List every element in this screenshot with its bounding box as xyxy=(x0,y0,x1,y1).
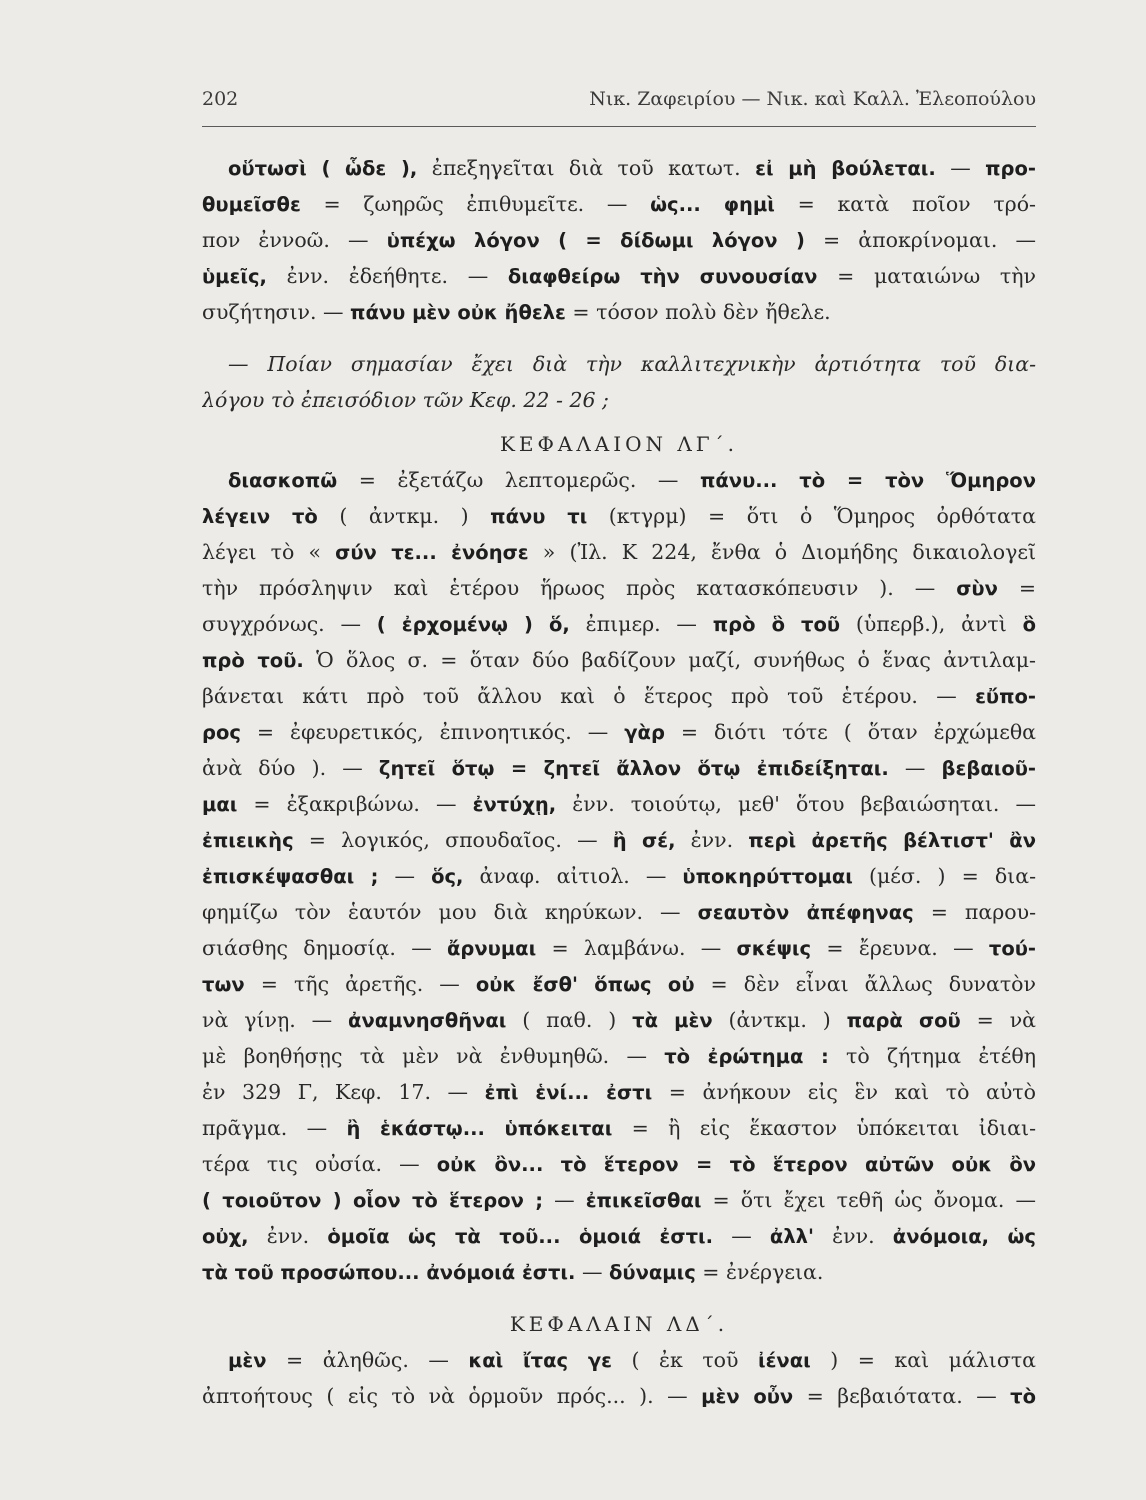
lemma-term: ὁμοῖα ὡς τὰ τοῦ... ὁμοιά ἐστι. xyxy=(327,1225,714,1248)
gloss-text: = ἐνέργεια. xyxy=(695,1260,824,1284)
lemma-term: θυμεῖσθε xyxy=(202,193,301,216)
lemma-term: τὰ τοῦ προσώπου... ἀνόμοιά ἐστι. xyxy=(202,1261,576,1284)
lemma-term: ἐπισκέψασθαι ; xyxy=(202,865,379,888)
gloss-text: = ἔρευνα. — xyxy=(811,936,989,960)
gloss-text: πον ἐννοῶ. — xyxy=(202,228,387,252)
chapter-heading: ΚΕΦΑΛΑΙΝ ΛΔ΄. xyxy=(509,1312,729,1336)
gloss-text: βάνεται κάτι πρὸ τοῦ ἄλλου καὶ ὁ ἕτερος πρὸ τοῦ ἑτέρου. — xyxy=(202,684,976,708)
gloss-text: συγχρόνως. — xyxy=(202,612,377,636)
lemma-term: ( ἐρχομένῳ ) ὅ, xyxy=(376,613,570,636)
gloss-text: ἐνν. ἐδεήθητε. — xyxy=(266,264,508,288)
text-line xyxy=(202,714,1036,750)
lemma-term: μὲν xyxy=(228,1349,267,1372)
lemma-term: διασκοπῶ xyxy=(228,469,338,492)
text-line xyxy=(202,294,1036,330)
lemma-term: πάνυ... τὸ = τὸν Ὅμηρον xyxy=(699,469,1036,492)
lemma-term: διαφθείρω τὴν συνουσίαν xyxy=(507,265,818,288)
lemma-term: καὶ ἴτας γε xyxy=(468,1349,612,1372)
gloss-text: ἀνὰ δύο ). — xyxy=(202,756,379,780)
page-number: 202 xyxy=(202,88,239,110)
gloss-text: = ἀληθῶς. — xyxy=(266,1348,469,1372)
lemma-term: τὰ μὲν xyxy=(632,1009,713,1032)
lemma-term: των xyxy=(202,973,245,996)
glossary-section-1 xyxy=(202,150,1036,330)
text-line xyxy=(202,1378,1036,1414)
lemma-term: πάνυ τι xyxy=(490,505,588,528)
text-line xyxy=(202,822,1036,858)
gloss-text: μὲ βοηθήσῃς τὰ μὲν νὰ ἐνθυμηθῶ. — xyxy=(202,1044,665,1068)
text-line xyxy=(202,150,1036,186)
lemma-term: πρὸ ὃ τοῦ xyxy=(712,613,841,636)
text-line xyxy=(202,1182,1036,1218)
lemma-term: προ- xyxy=(985,157,1036,180)
text-line xyxy=(202,858,1036,894)
gloss-text: (κτγρμ) = ὅτι ὁ Ὅμηρος ὀρθότατα xyxy=(587,504,1036,528)
lemma-term: τού- xyxy=(988,937,1036,960)
lemma-term: ἀνόμοια, ὡς xyxy=(892,1225,1036,1248)
lemma-term: λέγειν τὸ xyxy=(202,505,318,528)
running-title: Νικ. Ζαφειρίου — Νικ. καὶ Καλλ. Ἐλεοπούλου xyxy=(589,88,1036,110)
question-line: — Ποίαν σημασίαν ἔχει διὰ τὴν καλλιτεχνικὴν ἀρτιότητα τοῦ δια- xyxy=(228,352,1036,376)
glossary-chapter-ld xyxy=(202,1342,1036,1414)
gloss-text: = ἐφευρετικός, ἐπινοητικός. — xyxy=(240,720,625,744)
glossary-chapter-lg xyxy=(202,462,1036,1290)
gloss-text: — xyxy=(543,1188,586,1212)
lemma-term: ἀλλ' xyxy=(769,1225,814,1248)
lemma-term: τὸ xyxy=(1010,1385,1036,1408)
gloss-text: νὰ γίνῃ. — xyxy=(202,1008,349,1032)
gloss-text: = λογικός, σπουδαῖος. — xyxy=(293,828,613,852)
gloss-text: = βεβαιότατα. — xyxy=(793,1384,1011,1408)
lemma-term: ἐπὶ ἑνί... ἐστι xyxy=(484,1081,653,1104)
gloss-text: ἀπτοήτους ( εἰς τὸ νὰ ὁρμοῦν πρός... ). — xyxy=(202,1384,702,1408)
text-line xyxy=(202,894,1036,930)
lemma-term: ὑποκηρύττομαι xyxy=(682,865,853,888)
text-line xyxy=(202,930,1036,966)
question-line: λόγου τὸ ἐπεισόδιον τῶν Κεφ. 22 - 26 ; xyxy=(202,388,609,412)
lemma-term: ἢ σέ, xyxy=(612,829,676,852)
page-body xyxy=(202,150,1036,1414)
lemma-term: σὺν xyxy=(956,577,998,600)
text-line xyxy=(202,570,1036,606)
gloss-text: = xyxy=(997,576,1036,600)
gloss-text: πρᾶγμα. — xyxy=(202,1116,347,1140)
lemma-term: ἀναμνησθῆναι xyxy=(348,1009,507,1032)
gloss-text: = ἀνήκουν εἰς ἓν καὶ τὸ αὐτὸ xyxy=(652,1080,1036,1104)
lemma-term: ἐπιεικὴς xyxy=(202,829,294,852)
text-line xyxy=(202,1110,1036,1146)
lemma-term: οὐχ, xyxy=(202,1225,249,1248)
lemma-term: μὲν οὖν xyxy=(701,1385,794,1408)
text-line xyxy=(202,186,1036,222)
lemma-term: δύναμις xyxy=(609,1261,696,1284)
text-line xyxy=(202,750,1036,786)
text-line xyxy=(202,498,1036,534)
gloss-text: = τῆς ἀρετῆς. — xyxy=(244,972,476,996)
gloss-text: — xyxy=(378,864,432,888)
lemma-term: σεαυτὸν ἀπέφηνας xyxy=(697,901,914,924)
header-rule xyxy=(202,126,1036,127)
lemma-term: γὰρ xyxy=(624,721,665,744)
gloss-text: = νὰ xyxy=(960,1008,1036,1032)
gloss-text: ( ἐκ τοῦ xyxy=(611,1348,758,1372)
chapter-heading: ΚΕΦΑΛΑΙΟΝ ΛΓ΄. xyxy=(499,432,739,456)
gloss-text: ἐπεξηγεῖται διὰ τοῦ κατωτ. xyxy=(417,156,756,180)
gloss-text: ἐπιμερ. — xyxy=(569,612,713,636)
gloss-text: λέγει τὸ « xyxy=(202,540,336,564)
gloss-text: (ὑπερβ.), ἀντὶ xyxy=(840,612,1023,636)
text-line xyxy=(202,462,1036,498)
lemma-term: ὡς... φημὶ xyxy=(650,193,775,216)
gloss-text: συζήτησιν. — xyxy=(202,300,351,324)
lemma-term: ἢ ἑκάστῳ... ὑπόκειται xyxy=(346,1117,613,1140)
gloss-text: = ματαιώνω τὴν xyxy=(817,264,1036,288)
gloss-text: ἐνν. xyxy=(248,1224,328,1248)
text-line xyxy=(202,1002,1036,1038)
lemma-term: παρὰ σοῦ xyxy=(846,1009,961,1032)
text-line xyxy=(202,1146,1036,1182)
lemma-term: σκέψις xyxy=(736,937,812,960)
text-line xyxy=(202,1074,1036,1110)
text-line xyxy=(202,642,1036,678)
lemma-term: σύν τε... ἐνόησε xyxy=(335,541,529,564)
lemma-term: βεβαιοῦ- xyxy=(941,757,1036,780)
text-line xyxy=(202,966,1036,1002)
lemma-term: ἐντύχῃ, xyxy=(472,793,557,816)
gloss-text: = διότι τότε ( ὅταν ἐρχώμεθα xyxy=(664,720,1036,744)
lemma-term: εὔπο- xyxy=(975,685,1036,708)
gloss-text: = ἀποκρίνομαι. — xyxy=(804,228,1036,252)
lemma-term: ὑμεῖς, xyxy=(202,265,267,288)
text-line xyxy=(202,786,1036,822)
gloss-text: = κατὰ ποῖον τρό- xyxy=(774,192,1036,216)
gloss-text: ( ἀντκμ. ) xyxy=(317,504,491,528)
gloss-text: » (Ἰλ. Κ 224, ἔνθα ὁ Διομήδης δικαιολογεῖ xyxy=(528,540,1036,564)
text-line xyxy=(202,1342,1036,1378)
lemma-term: οὐκ ἔσθ' ὅπως οὐ xyxy=(475,973,695,996)
gloss-text: = ζωηρῶς ἐπιθυμεῖτε. — xyxy=(300,192,651,216)
study-question xyxy=(202,346,1036,418)
lemma-term: ὅς, xyxy=(431,865,464,888)
gloss-text: Ὁ ὅλος σ. = ὅταν δύο βαδίζουν μαζί, συνήθως ὁ ἕνας ἀντιλαμ- xyxy=(303,648,1036,672)
gloss-text: = ἢ εἰς ἕκαστον ὑπόκειται ἰδιαι- xyxy=(612,1116,1036,1140)
gloss-text: ἐνν. τοιούτῳ, μεθ' ὅτου βεβαιώσηται. — xyxy=(556,792,1036,816)
gloss-text: (ἀντκμ. ) xyxy=(712,1008,847,1032)
lemma-term: πάνυ μὲν οὐκ ἤθελε xyxy=(350,301,566,324)
gloss-text: ( παθ. ) xyxy=(506,1008,633,1032)
gloss-text: ἐν 329 Γ, Κεφ. 17. — xyxy=(202,1080,485,1104)
gloss-text: — xyxy=(713,1224,770,1248)
lemma-term: οὐκ ὂν... τὸ ἕτερον = τὸ ἕτερον αὐτῶν οὐκ ὂν xyxy=(436,1153,1036,1176)
lemma-term: τὸ ἐρώτημα : xyxy=(664,1045,829,1068)
lemma-term: ( τοιοῦτον ) οἷον τὸ ἕτερον ; xyxy=(202,1189,544,1212)
gloss-text: = λαμβάνω. — xyxy=(536,936,737,960)
gloss-text: ἀναφ. αἰτιολ. — xyxy=(463,864,683,888)
text-line xyxy=(202,258,1036,294)
text-line xyxy=(202,222,1036,258)
gloss-text: — xyxy=(575,1260,609,1284)
gloss-text: τὴν πρόσληψιν καὶ ἑτέρου ἥρωος πρὸς κατασκόπευσιν ). — xyxy=(202,576,957,600)
lemma-term: ἐπικεῖσθαι xyxy=(585,1189,702,1212)
gloss-text: τέρα τις οὐσία. — xyxy=(202,1152,437,1176)
gloss-text: = ὅτι ἔχει τεθῆ ὡς ὄνομα. — xyxy=(701,1188,1036,1212)
gloss-text: (μέσ. ) = δια- xyxy=(852,864,1036,888)
gloss-text: φημίζω τὸν ἑαυτόν μου διὰ κηρύκων. — xyxy=(202,900,698,924)
text-line xyxy=(202,534,1036,570)
gloss-text: = ἐξετάζω λεπτομερῶς. — xyxy=(337,468,700,492)
gloss-text: ) = καὶ μάλιστα xyxy=(810,1348,1036,1372)
text-line xyxy=(202,678,1036,714)
gloss-text: = ἐξακριβώνω. — xyxy=(237,792,473,816)
text-line xyxy=(202,1038,1036,1074)
text-line xyxy=(202,1218,1036,1254)
lemma-term: πρὸ τοῦ. xyxy=(202,649,304,672)
lemma-term: ρος xyxy=(202,721,241,744)
lemma-term: ὃ xyxy=(1022,613,1036,636)
gloss-text: — xyxy=(888,756,942,780)
lemma-term: οὕτωσὶ ( ὧδε ), xyxy=(228,157,418,180)
lemma-term: περὶ ἀρετῆς βέλτιστ' ἂν xyxy=(748,829,1036,852)
lemma-term: μαι xyxy=(202,793,238,816)
gloss-text: τὸ ζήτημα ἐτέθη xyxy=(828,1044,1036,1068)
lemma-term: ὑπέχω λόγον ( = δίδωμι λόγον ) xyxy=(386,229,805,252)
gloss-text: = δὲν εἶναι ἄλλως δυνατὸν xyxy=(694,972,1036,996)
gloss-text: ἐνν. xyxy=(813,1224,893,1248)
lemma-term: ἰέναι xyxy=(757,1349,811,1372)
gloss-text: σιάσθης δημοσίᾳ. — xyxy=(202,936,448,960)
gloss-text: ἐνν. xyxy=(675,828,749,852)
lemma-term: ζητεῖ ὅτῳ = ζητεῖ ἄλλον ὅτῳ ἐπιδείξηται. xyxy=(378,757,889,780)
text-line xyxy=(202,1254,1036,1290)
lemma-term: εἰ μὴ βούλεται. xyxy=(755,157,936,180)
gloss-text: = παρου- xyxy=(913,900,1036,924)
gloss-text: = τόσον πολὺ δὲν ἤθελε. xyxy=(565,300,831,324)
lemma-term: ἄρνυμαι xyxy=(447,937,537,960)
gloss-text: — xyxy=(935,156,986,180)
text-line xyxy=(202,606,1036,642)
